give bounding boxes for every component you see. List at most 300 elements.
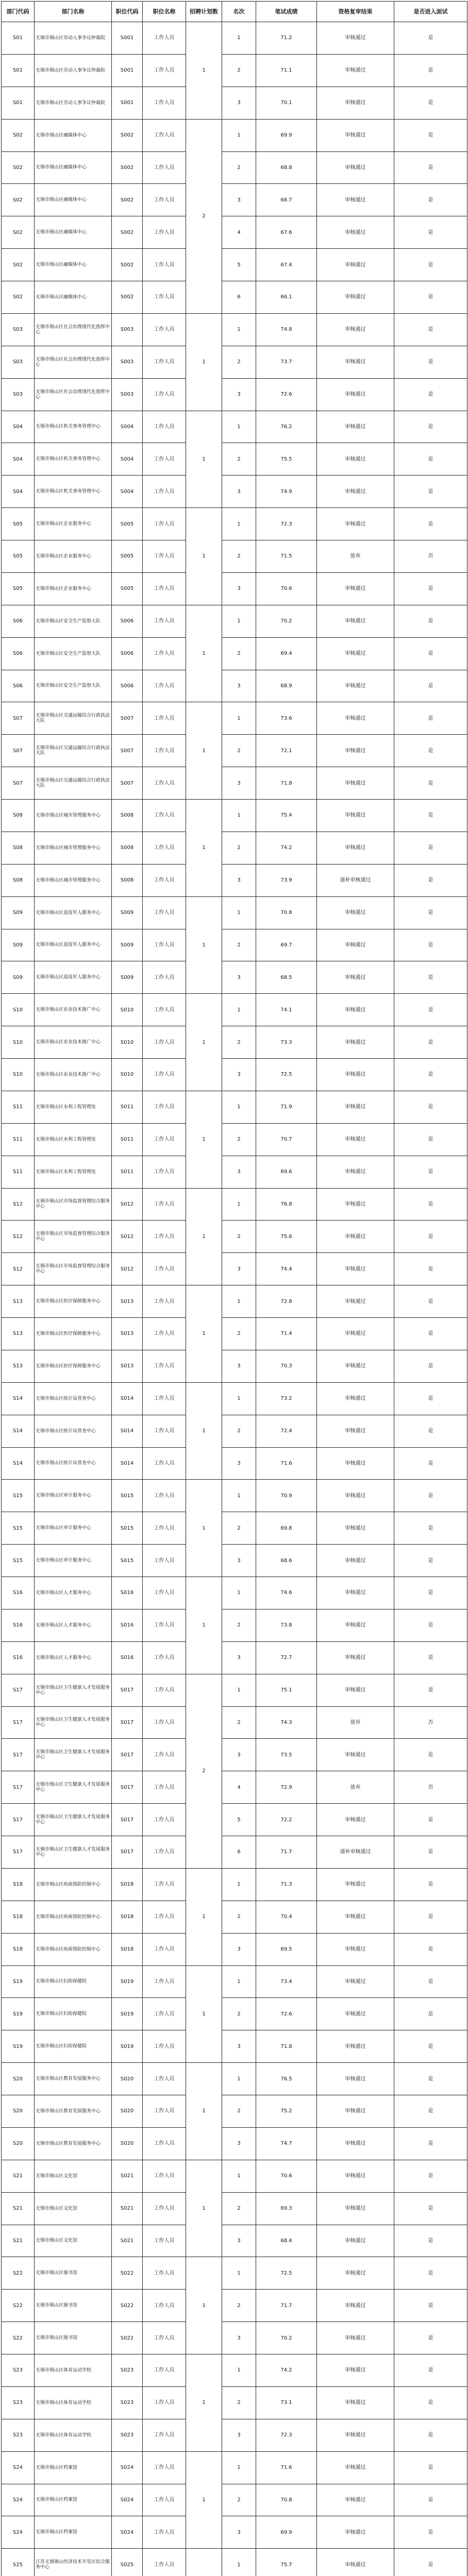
enter-cell: 是 <box>394 1998 467 2030</box>
rank-cell: 3 <box>222 572 256 605</box>
plan-cell: 1 <box>186 2354 222 2452</box>
table-row <box>2 1221 467 1253</box>
dept-name-cell: 无锡市锡山区图书馆 <box>35 2322 112 2354</box>
review-cell: 放弃 <box>317 540 394 573</box>
pos-code-cell: S015 <box>112 1480 143 1512</box>
dept-name-cell: 无锡市锡山区文化馆 <box>35 2160 112 2192</box>
review-cell: 审核通过 <box>317 411 394 443</box>
score-cell: 68.7 <box>256 184 317 216</box>
pos-code-cell: S017 <box>112 1804 143 1836</box>
pos-code-cell: S017 <box>112 1674 143 1706</box>
pos-code-cell: S009 <box>112 961 143 994</box>
score-cell: 69.5 <box>256 1933 317 1965</box>
pos-code-cell: S008 <box>112 832 143 864</box>
header-rank: 名次 <box>222 2 256 22</box>
pos-name-cell: 工作人员 <box>143 702 186 735</box>
pos-code-cell: S020 <box>112 2063 143 2095</box>
dept-code-cell: S02 <box>2 249 35 281</box>
plan-cell <box>186 2549 222 2576</box>
pos-name-cell: 工作人员 <box>143 216 186 249</box>
pos-name-cell: 工作人员 <box>143 1577 186 1609</box>
pos-name-cell: 工作人员 <box>143 1285 186 1318</box>
pos-code-cell: S022 <box>112 2290 143 2322</box>
score-cell: 72.8 <box>256 1285 317 1318</box>
table-row <box>2 2290 467 2322</box>
pos-code-cell: S006 <box>112 670 143 702</box>
table-row <box>2 2127 467 2160</box>
table-row <box>2 994 467 1026</box>
score-cell: 72.9 <box>256 1771 317 1804</box>
dept-code-cell: S20 <box>2 2127 35 2160</box>
dept-code-cell: S09 <box>2 961 35 994</box>
dept-code-cell: S05 <box>2 508 35 540</box>
table-row <box>2 2516 467 2549</box>
enter-cell: 是 <box>394 735 467 767</box>
dept-name-cell: 无锡市锡山区人才服务中心 <box>35 1641 112 1674</box>
enter-cell: 是 <box>394 2030 467 2063</box>
dept-code-cell: S18 <box>2 1933 35 1965</box>
review-cell: 审核通过 <box>317 346 394 378</box>
table-row <box>2 2257 467 2290</box>
score-cell: 70.2 <box>256 605 317 637</box>
dept-name-cell: 无锡市锡山区融媒体中心 <box>35 151 112 184</box>
enter-cell: 是 <box>394 1836 467 1869</box>
table-row <box>2 2063 467 2095</box>
dept-code-cell: S14 <box>2 1382 35 1415</box>
dept-code-cell: S03 <box>2 346 35 378</box>
table-row <box>2 476 467 508</box>
review-cell: 审核通过 <box>317 1998 394 2030</box>
enter-cell: 是 <box>394 864 467 896</box>
pos-name-cell: 工作人员 <box>143 443 186 476</box>
dept-name-cell: 无锡市锡山区疾病预防控制中心 <box>35 1933 112 1965</box>
pos-code-cell: S024 <box>112 2516 143 2549</box>
pos-name-cell: 工作人员 <box>143 637 186 670</box>
dept-name-cell: 无锡市锡山区审计服务中心 <box>35 1480 112 1512</box>
table-row <box>2 961 467 994</box>
score-cell: 68.6 <box>256 1545 317 1577</box>
enter-cell: 是 <box>394 1965 467 1998</box>
dept-name-cell: 江苏无锡锡山经济技术开发区综合服务中心 <box>35 2549 112 2576</box>
dept-name-cell: 无锡市锡山区水利工程管理处 <box>35 1123 112 1156</box>
pos-code-cell: S011 <box>112 1156 143 1188</box>
pos-name-cell: 工作人员 <box>143 346 186 378</box>
review-cell: 审核通过 <box>317 1156 394 1188</box>
pos-code-cell: S003 <box>112 378 143 411</box>
table-row <box>2 1836 467 1869</box>
review-cell: 审核通过 <box>317 151 394 184</box>
dept-code-cell: S02 <box>2 184 35 216</box>
pos-name-cell: 工作人员 <box>143 87 186 119</box>
rank-cell: 2 <box>222 1512 256 1545</box>
table-row <box>2 2160 467 2192</box>
review-cell: 审核通过 <box>317 443 394 476</box>
plan-cell: 1 <box>186 2257 222 2354</box>
review-cell: 审核通过 <box>317 2322 394 2354</box>
enter-cell: 是 <box>394 961 467 994</box>
pos-code-cell: S021 <box>112 2160 143 2192</box>
dept-name-cell: 无锡市锡山区卫生健康人才发展服务中心 <box>35 1739 112 1771</box>
score-cell: 70.7 <box>256 1123 317 1156</box>
review-cell: 审核通过 <box>317 1545 394 1577</box>
dept-name-cell: 无锡市锡山区妇幼保健院 <box>35 2030 112 2063</box>
rank-cell: 2 <box>222 1609 256 1641</box>
pos-code-cell: S024 <box>112 2451 143 2484</box>
review-cell: 审核通过 <box>317 637 394 670</box>
dept-code-cell: S02 <box>2 281 35 314</box>
review-cell: 审核通过 <box>317 1318 394 1350</box>
pos-name-cell: 工作人员 <box>143 929 186 961</box>
score-cell: 72.3 <box>256 508 317 540</box>
table-row <box>2 1674 467 1706</box>
review-cell: 审核通过 <box>317 896 394 929</box>
pos-name-cell: 工作人员 <box>143 1382 186 1415</box>
review-cell: 审核通过 <box>317 508 394 540</box>
plan-cell: 1 <box>186 2451 222 2549</box>
score-cell: 72.4 <box>256 1415 317 1447</box>
review-cell: 审核通过 <box>317 2484 394 2516</box>
dept-code-cell: S15 <box>2 1545 35 1577</box>
dept-name-cell: 无锡市锡山区交通运输综合行政执法大队 <box>35 735 112 767</box>
rank-cell: 2 <box>222 1901 256 1933</box>
score-cell: 71.7 <box>256 1836 317 1869</box>
rank-cell: 3 <box>222 1447 256 1480</box>
score-cell: 70.9 <box>256 1480 317 1512</box>
enter-cell: 是 <box>394 87 467 119</box>
review-cell: 审核通过 <box>317 378 394 411</box>
pos-name-cell: 工作人员 <box>143 832 186 864</box>
pos-name-cell: 工作人员 <box>143 2160 186 2192</box>
dept-code-cell: S13 <box>2 1318 35 1350</box>
plan-cell: 1 <box>186 1577 222 1674</box>
rank-cell: 3 <box>222 2516 256 2549</box>
rank-cell: 3 <box>222 1059 256 1091</box>
enter-cell: 是 <box>394 1382 467 1415</box>
pos-code-cell: S017 <box>112 1739 143 1771</box>
dept-code-cell: S23 <box>2 2354 35 2387</box>
score-cell: 71.5 <box>256 540 317 573</box>
pos-name-cell: 工作人员 <box>143 1156 186 1188</box>
score-cell: 71.9 <box>256 1091 317 1123</box>
dept-name-cell: 无锡市锡山区水利工程管理处 <box>35 1156 112 1188</box>
dept-name-cell: 无锡市锡山区卫生健康人才发展服务中心 <box>35 1804 112 1836</box>
plan-cell: 1 <box>186 22 222 120</box>
dept-code-cell: S16 <box>2 1609 35 1641</box>
enter-cell: 是 <box>394 1091 467 1123</box>
dept-code-cell: S08 <box>2 800 35 832</box>
review-cell: 审核通过 <box>317 1641 394 1674</box>
enter-cell: 是 <box>394 702 467 735</box>
table-row <box>2 572 467 605</box>
review-cell: 审核通过 <box>317 1674 394 1706</box>
pos-name-cell: 工作人员 <box>143 2095 186 2128</box>
dept-code-cell: S10 <box>2 994 35 1026</box>
plan-cell: 1 <box>186 411 222 508</box>
score-cell: 75.1 <box>256 1674 317 1706</box>
dept-code-cell: S09 <box>2 896 35 929</box>
dept-code-cell: S05 <box>2 540 35 573</box>
pos-code-cell: S023 <box>112 2354 143 2387</box>
rank-cell: 5 <box>222 1804 256 1836</box>
plan-cell: 1 <box>186 896 222 994</box>
dept-code-cell: S22 <box>2 2290 35 2322</box>
header-pos-code: 职位代码 <box>112 2 143 22</box>
dept-name-cell: 无锡市锡山区妇幼保健院 <box>35 1965 112 1998</box>
pos-code-cell: S003 <box>112 346 143 378</box>
pos-code-cell: S021 <box>112 2225 143 2257</box>
table-row <box>2 1447 467 1480</box>
dept-code-cell: S16 <box>2 1577 35 1609</box>
dept-name-cell: 无锡市锡山区退役军人服务中心 <box>35 961 112 994</box>
table-row <box>2 1933 467 1965</box>
dept-name-cell: 无锡市锡山区企业服务中心 <box>35 572 112 605</box>
score-cell: 67.6 <box>256 216 317 249</box>
pos-code-cell: S002 <box>112 184 143 216</box>
enter-cell: 是 <box>394 411 467 443</box>
plan-cell: 1 <box>186 702 222 800</box>
rank-cell: 1 <box>222 702 256 735</box>
score-cell: 68.8 <box>256 151 317 184</box>
dept-code-cell: S17 <box>2 1674 35 1706</box>
pos-name-cell: 工作人员 <box>143 864 186 896</box>
rank-cell: 3 <box>222 2419 256 2451</box>
rank-cell: 2 <box>222 1318 256 1350</box>
rank-cell: 2 <box>222 443 256 476</box>
dept-name-cell: 无锡市锡山区社会治理现代化指挥中心 <box>35 346 112 378</box>
table-row <box>2 54 467 87</box>
review-cell: 审核通过 <box>317 476 394 508</box>
enter-cell: 是 <box>394 767 467 800</box>
enter-cell: 是 <box>394 670 467 702</box>
dept-name-cell: 无锡市锡山区人才服务中心 <box>35 1609 112 1641</box>
dept-name-cell: 无锡市锡山区图书馆 <box>35 2257 112 2290</box>
table-row <box>2 1156 467 1188</box>
dept-name-cell: 无锡市锡山区档案馆 <box>35 2484 112 2516</box>
dept-code-cell: S07 <box>2 702 35 735</box>
score-cell: 72.1 <box>256 735 317 767</box>
score-cell: 71.2 <box>256 22 317 55</box>
score-cell: 70.3 <box>256 1350 317 1382</box>
review-cell: 递补审核通过 <box>317 864 394 896</box>
score-cell: 71.7 <box>256 2290 317 2322</box>
review-cell: 审核通过 <box>317 2192 394 2225</box>
review-cell: 审核通过 <box>317 313 394 346</box>
dept-name-cell: 无锡市锡山区疾病预防控制中心 <box>35 1901 112 1933</box>
pos-code-cell: S001 <box>112 87 143 119</box>
enter-cell: 是 <box>394 1318 467 1350</box>
rank-cell: 2 <box>222 1415 256 1447</box>
dept-code-cell: S21 <box>2 2192 35 2225</box>
rank-cell: 3 <box>222 2127 256 2160</box>
score-cell: 66.1 <box>256 281 317 314</box>
table-row <box>2 443 467 476</box>
pos-code-cell: S012 <box>112 1188 143 1221</box>
enter-cell: 是 <box>394 313 467 346</box>
table-row <box>2 1868 467 1901</box>
review-cell: 审核通过 <box>317 1091 394 1123</box>
enter-cell: 是 <box>394 1188 467 1221</box>
score-cell: 68.4 <box>256 2225 317 2257</box>
score-cell: 75.2 <box>256 2095 317 2128</box>
review-cell: 审核通过 <box>317 1059 394 1091</box>
enter-cell: 是 <box>394 2127 467 2160</box>
header-plan: 招聘计划数 <box>186 2 222 22</box>
rank-cell: 3 <box>222 1739 256 1771</box>
dept-code-cell: S04 <box>2 411 35 443</box>
dept-name-cell: 无锡市锡山区企业服务中心 <box>35 508 112 540</box>
pos-name-cell: 工作人员 <box>143 2549 186 2576</box>
table-row <box>2 767 467 800</box>
rank-cell: 2 <box>222 832 256 864</box>
pos-name-cell: 工作人员 <box>143 994 186 1026</box>
pos-name-cell: 工作人员 <box>143 313 186 346</box>
enter-cell: 是 <box>394 1804 467 1836</box>
rank-cell: 3 <box>222 1156 256 1188</box>
enter-cell: 是 <box>394 1901 467 1933</box>
review-cell: 放弃 <box>317 1706 394 1739</box>
score-cell: 72.5 <box>256 2257 317 2290</box>
review-cell: 审核通过 <box>317 1933 394 1965</box>
rank-cell: 2 <box>222 2386 256 2419</box>
dept-code-cell: S25 <box>2 2549 35 2576</box>
rank-cell: 1 <box>222 411 256 443</box>
pos-code-cell: S011 <box>112 1091 143 1123</box>
dept-code-cell: S03 <box>2 313 35 346</box>
header-dept-code: 部门代码 <box>2 2 35 22</box>
dept-name-cell: 无锡市锡山区融媒体中心 <box>35 184 112 216</box>
pos-code-cell: S020 <box>112 2127 143 2160</box>
score-cell: 70.6 <box>256 2160 317 2192</box>
review-cell: 审核通过 <box>317 22 394 55</box>
plan-cell: 1 <box>186 1868 222 1965</box>
pos-code-cell: S019 <box>112 1998 143 2030</box>
review-cell: 审核通过 <box>317 2516 394 2549</box>
dept-code-cell: S17 <box>2 1706 35 1739</box>
dept-code-cell: S19 <box>2 1998 35 2030</box>
score-cell: 71.3 <box>256 1868 317 1901</box>
rank-cell: 2 <box>222 1998 256 2030</box>
rank-cell: 1 <box>222 2063 256 2095</box>
enter-cell: 是 <box>394 2484 467 2516</box>
table-row <box>2 1577 467 1609</box>
score-cell: 68.5 <box>256 961 317 994</box>
review-cell: 审核通过 <box>317 1804 394 1836</box>
pos-name-cell: 工作人员 <box>143 735 186 767</box>
dept-code-cell: S12 <box>2 1253 35 1285</box>
dept-code-cell: S08 <box>2 832 35 864</box>
rank-cell: 3 <box>222 1545 256 1577</box>
dept-name-cell: 无锡市锡山区机关事务管理中心 <box>35 411 112 443</box>
pos-name-cell: 工作人员 <box>143 540 186 573</box>
pos-code-cell: S005 <box>112 540 143 573</box>
review-cell: 审核通过 <box>317 1350 394 1382</box>
score-cell: 74.8 <box>256 313 317 346</box>
enter-cell: 是 <box>394 281 467 314</box>
dept-code-cell: S01 <box>2 22 35 55</box>
review-cell: 审核通过 <box>317 1382 394 1415</box>
rank-cell: 2 <box>222 929 256 961</box>
enter-cell: 是 <box>394 2322 467 2354</box>
enter-cell: 是 <box>394 1415 467 1447</box>
dept-name-cell: 无锡市锡山区卫生健康人才发展服务中心 <box>35 1706 112 1739</box>
pos-code-cell: S025 <box>112 2549 143 2576</box>
enter-cell: 是 <box>394 2063 467 2095</box>
score-cell: 70.2 <box>256 2322 317 2354</box>
review-cell: 审核通过 <box>317 832 394 864</box>
rank-cell: 3 <box>222 767 256 800</box>
pos-code-cell: S008 <box>112 864 143 896</box>
dept-code-cell: S15 <box>2 1512 35 1545</box>
score-cell: 69.7 <box>256 929 317 961</box>
rank-cell: 1 <box>222 2451 256 2484</box>
pos-code-cell: S015 <box>112 1512 143 1545</box>
table-row <box>2 1512 467 1545</box>
dept-name-cell: 无锡市锡山区体育运动学校 <box>35 2354 112 2387</box>
rank-cell: 1 <box>222 1674 256 1706</box>
header-row <box>2 2 467 22</box>
pos-code-cell: S001 <box>112 54 143 87</box>
dept-name-cell: 无锡市锡山区教育发展服务中心 <box>35 2127 112 2160</box>
pos-name-cell: 工作人员 <box>143 1706 186 1739</box>
dept-name-cell: 无锡市锡山区体育运动学校 <box>35 2419 112 2451</box>
dept-name-cell: 无锡市锡山区体育运动学校 <box>35 2386 112 2419</box>
plan-cell: 1 <box>186 2160 222 2257</box>
review-cell: 审核通过 <box>317 1221 394 1253</box>
rank-cell: 1 <box>222 1382 256 1415</box>
enter-cell: 是 <box>394 119 467 151</box>
review-cell: 审核通过 <box>317 2257 394 2290</box>
table-row <box>2 1253 467 1285</box>
dept-name-cell: 无锡市锡山区疾病预防控制中心 <box>35 1868 112 1901</box>
pos-code-cell: S012 <box>112 1253 143 1285</box>
dept-code-cell: S06 <box>2 670 35 702</box>
dept-name-cell: 无锡市锡山区融媒体中心 <box>35 216 112 249</box>
review-cell: 审核通过 <box>317 1253 394 1285</box>
pos-name-cell: 工作人员 <box>143 896 186 929</box>
dept-code-cell: S17 <box>2 1739 35 1771</box>
score-cell: 70.8 <box>256 896 317 929</box>
score-cell: 73.8 <box>256 1609 317 1641</box>
pos-name-cell: 工作人员 <box>143 378 186 411</box>
enter-cell: 是 <box>394 1123 467 1156</box>
dept-name-cell: 无锡市锡山区医疗保障服务中心 <box>35 1318 112 1350</box>
score-cell: 76.5 <box>256 2063 317 2095</box>
pos-code-cell: S013 <box>112 1285 143 1318</box>
rank-cell: 2 <box>222 2095 256 2128</box>
enter-cell: 否 <box>394 540 467 573</box>
review-cell: 审核通过 <box>317 702 394 735</box>
pos-name-cell: 工作人员 <box>143 2030 186 2063</box>
review-cell: 审核通过 <box>317 2549 394 2576</box>
table-row <box>2 2095 467 2128</box>
table-row <box>2 346 467 378</box>
table-row <box>2 637 467 670</box>
enter-cell: 是 <box>394 151 467 184</box>
rank-cell: 2 <box>222 346 256 378</box>
rank-cell: 1 <box>222 2354 256 2387</box>
enter-cell: 是 <box>394 346 467 378</box>
table-row <box>2 670 467 702</box>
enter-cell: 是 <box>394 1933 467 1965</box>
score-cell: 71.6 <box>256 2451 317 2484</box>
score-cell: 75.7 <box>256 2549 317 2576</box>
pos-name-cell: 工作人员 <box>143 1253 186 1285</box>
dept-code-cell: S10 <box>2 1059 35 1091</box>
table-row <box>2 2386 467 2419</box>
pos-code-cell: S006 <box>112 637 143 670</box>
pos-name-cell: 工作人员 <box>143 508 186 540</box>
dept-name-cell: 无锡市锡山区人才服务中心 <box>35 1577 112 1609</box>
